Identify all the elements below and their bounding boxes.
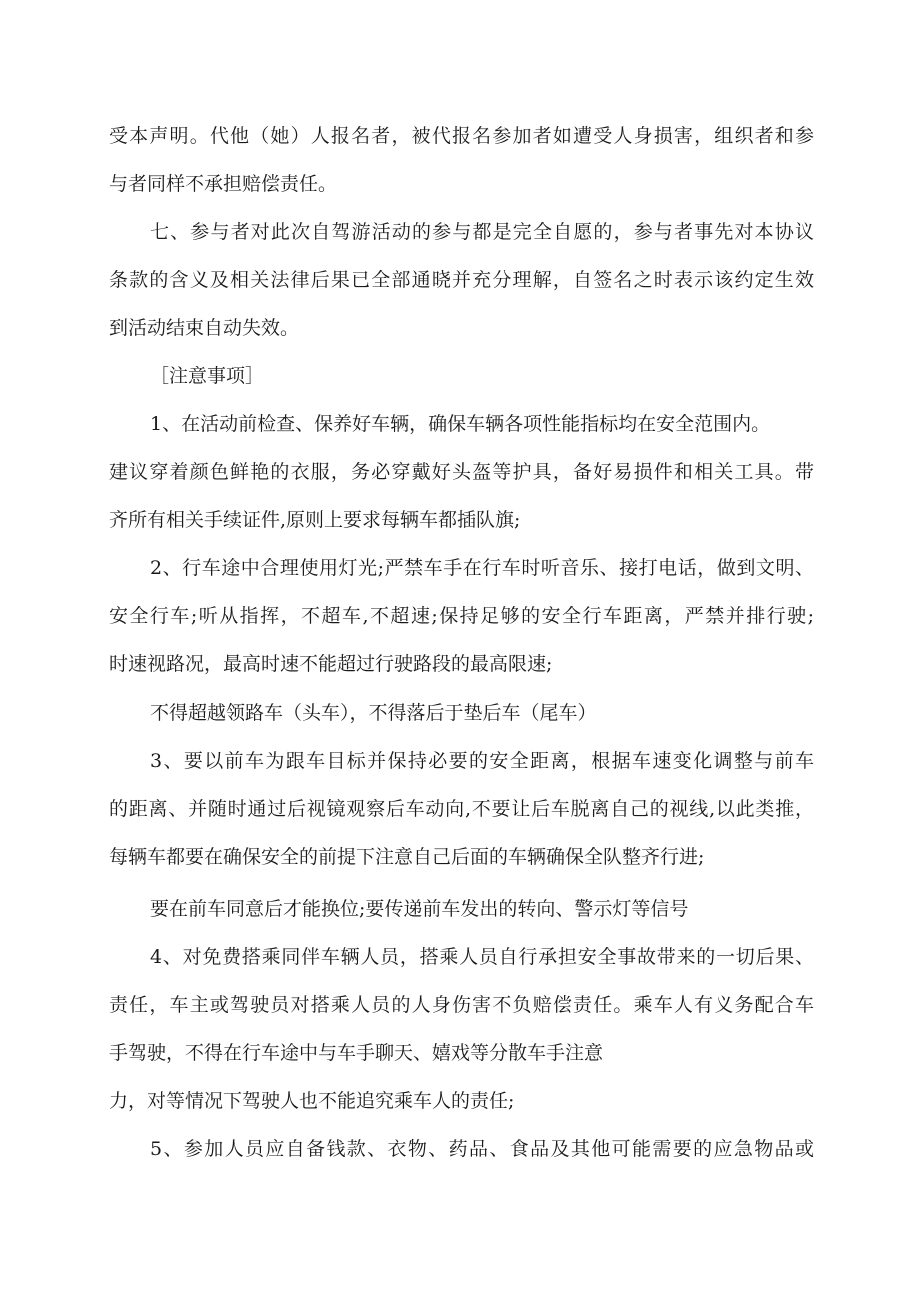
text-line: 责任，车主或驾驶员对搭乘人员的人身伤害不负赔偿责任。乘车人有义务配合车 [109,994,814,1016]
text-line: 受本声明。代他（她）人报名者，被代报名参加者如遭受人身损害，组织者和参 [109,125,814,147]
section-heading: ［注意事项］ [150,365,265,387]
text-line: 到活动结束自动失效。 [109,317,300,339]
text-line: 七、参与者对此次自驾游活动的参与都是完全自愿的，参与者事先对本协议 [150,221,814,243]
text-line: 2、行车途中合理使用灯光;严禁车手在行车时听音乐、接打电话，做到文明、 [150,557,814,579]
text-line: 时速视路况，最高时速不能超过行驶路段的最高限速; [109,653,553,675]
text-line: 安全行车;听从指挥，不超车,不超速;保持足够的安全行车距离，严禁并排行驶; [109,605,814,627]
text-line: 力，对等情况下驾驶人也不能追究乘车人的责任; [109,1090,515,1112]
text-line: 每辆车都要在确保安全的前提下注意自己后面的车辆确保全队整齐行进; [109,846,705,868]
text-line: 条款的含义及相关法律后果已全部通晓并充分理解，自签名之时表示该约定生效 [109,269,814,291]
text-line: 要在前车同意后才能换位;要传递前车发出的转向、警示灯等信号 [150,898,689,920]
text-line: 3、要以前车为跟车目标并保持必要的安全距离，根据车速变化调整与前车 [150,750,814,772]
text-line: 不得超越领路车（头车），不得落后于垫后车（尾车） [150,702,597,724]
text-line: 4、对免费搭乘同伴车辆人员，搭乘人员自行承担安全事故带来的一切后果、 [150,946,814,968]
text-line: 齐所有相关手续证件,原则上要求每辆车都插队旗; [109,509,521,531]
text-line: 5、参加人员应自备钱款、衣物、药品、食品及其他可能需要的应急物品或 [150,1138,814,1160]
text-line: 的距离、并随时通过后视镜观察后车动向,不要让后车脱离自己的视线,以此类推， [109,798,814,820]
text-line: 与者同样不承担赔偿责任。 [109,173,338,195]
text-line: 手驾驶，不得在行车途中与车手聊天、嬉戏等分散车手注意 [109,1042,604,1064]
text-line: 1、在活动前检查、保养好车辆，确保车辆各项性能指标均在安全范围内。 [150,413,771,435]
text-line: 建议穿着颜色鲜艳的衣服，务必穿戴好头盔等护具，备好易损件和相关工具。带 [109,461,814,483]
